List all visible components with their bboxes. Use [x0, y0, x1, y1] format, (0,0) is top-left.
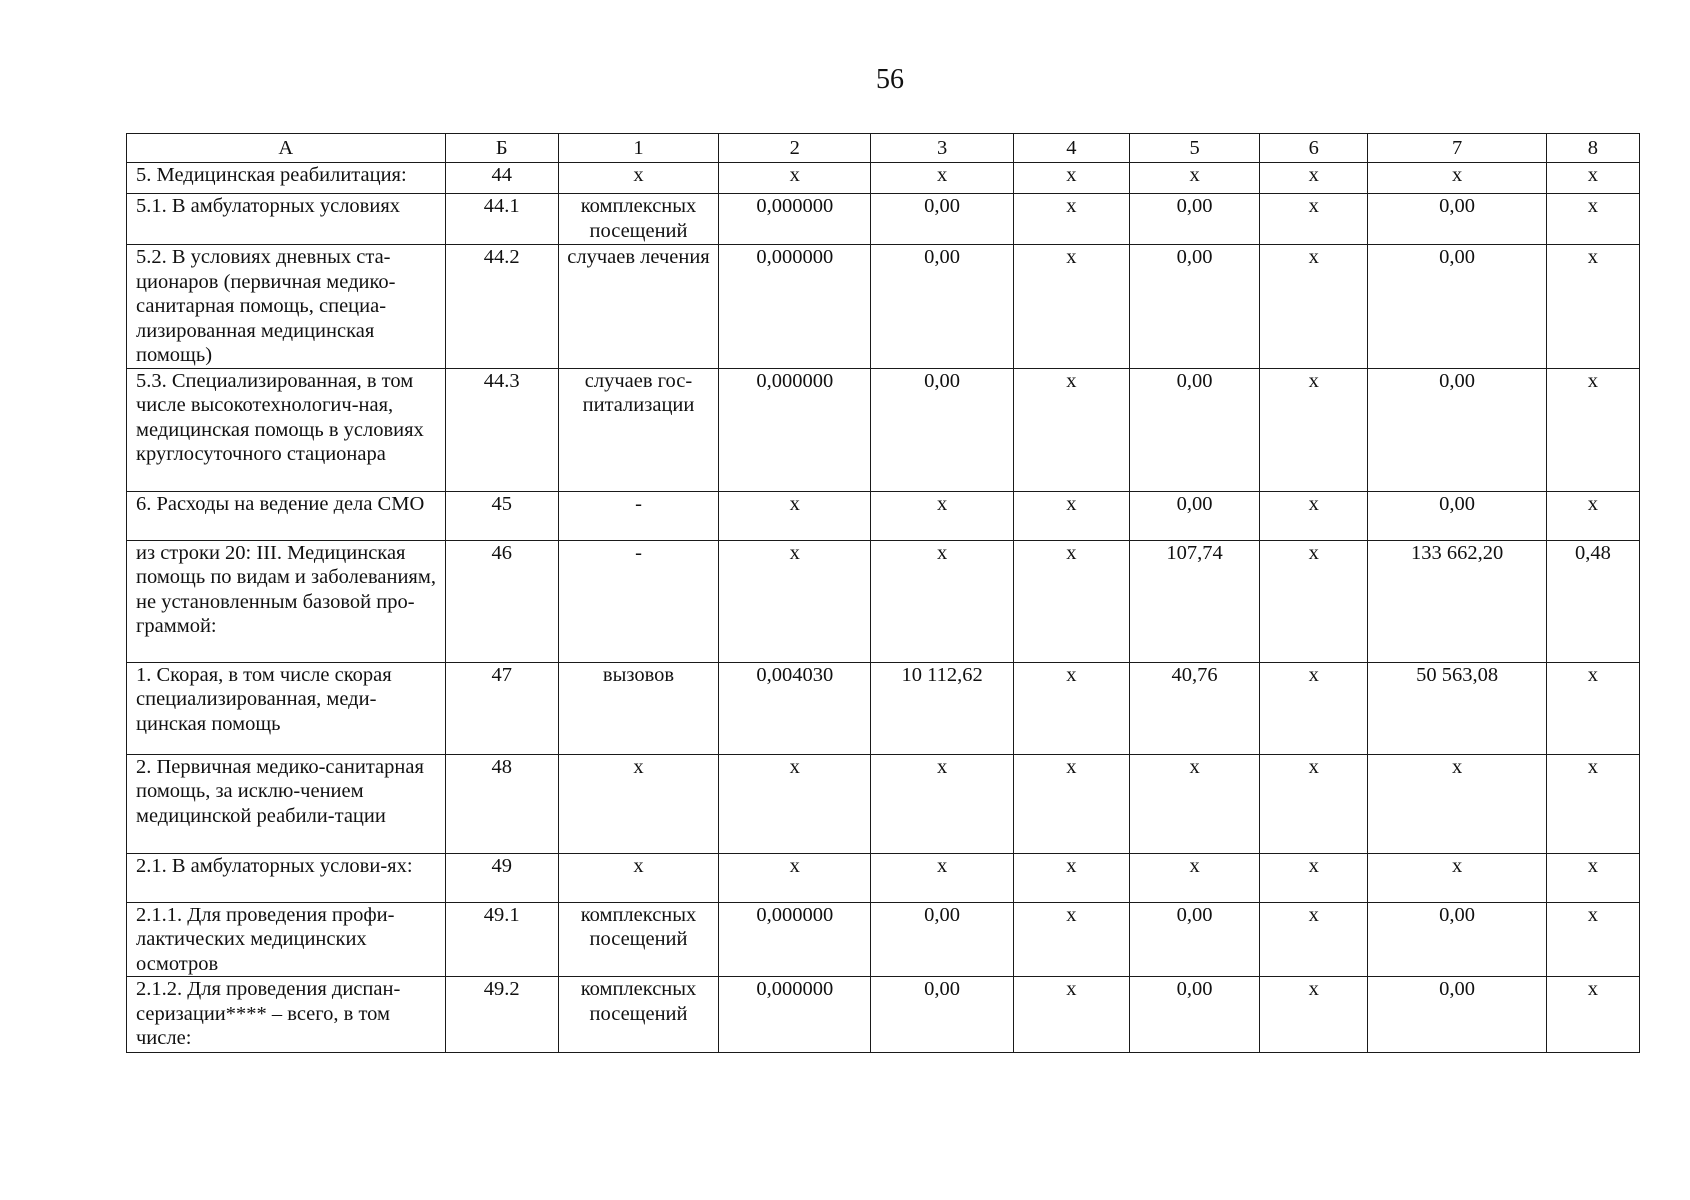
cell-col-3: 0,00: [871, 902, 1013, 977]
cell-col-6: х: [1260, 491, 1368, 540]
table-row: [127, 194, 1640, 245]
cell-col-6: х: [1260, 853, 1368, 902]
cell-col-6: х: [1260, 368, 1368, 491]
cell-col-5: 107,74: [1129, 540, 1259, 662]
cell-col-7: 50 563,08: [1368, 662, 1546, 754]
cell-col-2: 0,000000: [719, 194, 871, 245]
cell-col-2: 0,000000: [719, 902, 871, 977]
cell-col-1: комплексных посещений: [558, 977, 718, 1053]
cell-col-3: х: [871, 163, 1013, 194]
cell-col-8: х: [1546, 194, 1639, 245]
cell-col-1: комплексных посещений: [558, 194, 718, 245]
cell-col-5: 0,00: [1129, 194, 1259, 245]
data-table: [126, 133, 1640, 1053]
cell-col-1: случаев лечения: [558, 245, 718, 369]
cell-col-3: 0,00: [871, 368, 1013, 491]
row-code: 49: [445, 853, 558, 902]
col-header-b: Б: [445, 134, 558, 163]
table-row: [127, 245, 1640, 369]
cell-col-5: 0,00: [1129, 977, 1259, 1053]
row-code: 44.3: [445, 368, 558, 491]
cell-col-1: случаев гос-питализации: [558, 368, 718, 491]
table-row: [127, 163, 1640, 194]
row-name: 1. Скорая, в том числе скорая специализированная, меди-цинская помощь: [127, 662, 446, 754]
table-row: [127, 977, 1640, 1053]
cell-col-3: 0,00: [871, 245, 1013, 369]
row-name: 5. Медицинская реабилитация:: [127, 163, 446, 194]
cell-col-3: х: [871, 754, 1013, 853]
cell-col-4: х: [1013, 754, 1129, 853]
cell-col-4: х: [1013, 368, 1129, 491]
row-code: 46: [445, 540, 558, 662]
col-header-4: 4: [1013, 134, 1129, 163]
cell-col-5: х: [1129, 163, 1259, 194]
cell-col-3: 0,00: [871, 194, 1013, 245]
cell-col-1: комплексных посещений: [558, 902, 718, 977]
col-header-3: 3: [871, 134, 1013, 163]
cell-col-6: х: [1260, 662, 1368, 754]
table-row: [127, 540, 1640, 662]
cell-col-8: х: [1546, 368, 1639, 491]
cell-col-4: х: [1013, 194, 1129, 245]
cell-col-3: х: [871, 491, 1013, 540]
cell-col-8: х: [1546, 491, 1639, 540]
cell-col-7: 0,00: [1368, 368, 1546, 491]
page-number: 56: [876, 64, 904, 95]
row-name: 5.2. В условиях дневных ста-ционаров (первичная медико-санитарная помощь, специа-лизированная медицинская помощь): [127, 245, 446, 369]
row-code: 44.1: [445, 194, 558, 245]
cell-col-8: х: [1546, 853, 1639, 902]
row-code: 49.2: [445, 977, 558, 1053]
cell-col-2: х: [719, 491, 871, 540]
cell-col-2: 0,000000: [719, 245, 871, 369]
cell-col-7: 0,00: [1368, 902, 1546, 977]
cell-col-5: х: [1129, 754, 1259, 853]
cell-col-3: х: [871, 853, 1013, 902]
row-code: 47: [445, 662, 558, 754]
row-code: 49.1: [445, 902, 558, 977]
cell-col-8: х: [1546, 977, 1639, 1053]
row-name: 2.1.1. Для проведения профи-лактических медицинских осмотров: [127, 902, 446, 977]
cell-col-2: х: [719, 853, 871, 902]
row-name: из строки 20: III. Медицинская помощь по видам и заболеваниям, не установленным базовой про-граммой:: [127, 540, 446, 662]
table-row: [127, 902, 1640, 977]
cell-col-6: х: [1260, 977, 1368, 1053]
cell-col-1: х: [558, 163, 718, 194]
cell-col-2: х: [719, 540, 871, 662]
cell-col-6: х: [1260, 540, 1368, 662]
cell-col-7: х: [1368, 163, 1546, 194]
cell-col-6: х: [1260, 194, 1368, 245]
row-name: 5.1. В амбулаторных условиях: [127, 194, 446, 245]
table-header-row: [127, 134, 1640, 163]
cell-col-5: 0,00: [1129, 245, 1259, 369]
cell-col-1: х: [558, 853, 718, 902]
cell-col-7: х: [1368, 853, 1546, 902]
cell-col-7: 0,00: [1368, 194, 1546, 245]
col-header-1: 1: [558, 134, 718, 163]
table-row: [127, 754, 1640, 853]
cell-col-2: х: [719, 163, 871, 194]
cell-col-2: 0,000000: [719, 368, 871, 491]
table-row: [127, 853, 1640, 902]
cell-col-1: -: [558, 491, 718, 540]
cell-col-4: х: [1013, 491, 1129, 540]
cell-col-8: х: [1546, 662, 1639, 754]
col-header-8: 8: [1546, 134, 1639, 163]
cell-col-4: х: [1013, 163, 1129, 194]
row-code: 44: [445, 163, 558, 194]
cell-col-8: х: [1546, 754, 1639, 853]
row-name: 2.1. В амбулаторных услови-ях:: [127, 853, 446, 902]
cell-col-8: х: [1546, 902, 1639, 977]
row-code: 45: [445, 491, 558, 540]
col-header-a: А: [127, 134, 446, 163]
cell-col-8: х: [1546, 245, 1639, 369]
cell-col-5: х: [1129, 853, 1259, 902]
row-name: 5.3. Специализированная, в том числе высокотехнологич-ная, медицинская помощь в условиях круглосуточного стационара: [127, 368, 446, 491]
cell-col-8: 0,48: [1546, 540, 1639, 662]
cell-col-3: 10 112,62: [871, 662, 1013, 754]
table-row: [127, 368, 1640, 491]
col-header-2: 2: [719, 134, 871, 163]
cell-col-7: х: [1368, 754, 1546, 853]
cell-col-2: х: [719, 754, 871, 853]
cell-col-5: 0,00: [1129, 368, 1259, 491]
cell-col-2: 0,000000: [719, 977, 871, 1053]
row-name: 2.1.2. Для проведения диспан-серизации**** – всего, в том числе:: [127, 977, 446, 1053]
row-code: 48: [445, 754, 558, 853]
cell-col-6: х: [1260, 902, 1368, 977]
table-row: [127, 662, 1640, 754]
cell-col-5: 0,00: [1129, 902, 1259, 977]
cell-col-4: х: [1013, 853, 1129, 902]
cell-col-1: вызовов: [558, 662, 718, 754]
cell-col-5: 40,76: [1129, 662, 1259, 754]
row-name: 2. Первичная медико-санитарная помощь, за исклю-чением медицинской реабили-тации: [127, 754, 446, 853]
col-header-5: 5: [1129, 134, 1259, 163]
col-header-6: 6: [1260, 134, 1368, 163]
col-header-7: 7: [1368, 134, 1546, 163]
cell-col-3: 0,00: [871, 977, 1013, 1053]
row-name: 6. Расходы на ведение дела СМО: [127, 491, 446, 540]
cell-col-1: х: [558, 754, 718, 853]
cell-col-8: х: [1546, 163, 1639, 194]
cell-col-4: х: [1013, 662, 1129, 754]
cell-col-7: 0,00: [1368, 491, 1546, 540]
cell-col-7: 133 662,20: [1368, 540, 1546, 662]
cell-col-3: х: [871, 540, 1013, 662]
table-row: [127, 491, 1640, 540]
cell-col-4: х: [1013, 245, 1129, 369]
cell-col-6: х: [1260, 245, 1368, 369]
cell-col-6: х: [1260, 163, 1368, 194]
cell-col-7: 0,00: [1368, 245, 1546, 369]
cell-col-1: -: [558, 540, 718, 662]
cell-col-4: х: [1013, 977, 1129, 1053]
row-code: 44.2: [445, 245, 558, 369]
cell-col-4: х: [1013, 902, 1129, 977]
cell-col-5: 0,00: [1129, 491, 1259, 540]
cell-col-6: х: [1260, 754, 1368, 853]
cell-col-7: 0,00: [1368, 977, 1546, 1053]
cell-col-2: 0,004030: [719, 662, 871, 754]
cell-col-4: х: [1013, 540, 1129, 662]
